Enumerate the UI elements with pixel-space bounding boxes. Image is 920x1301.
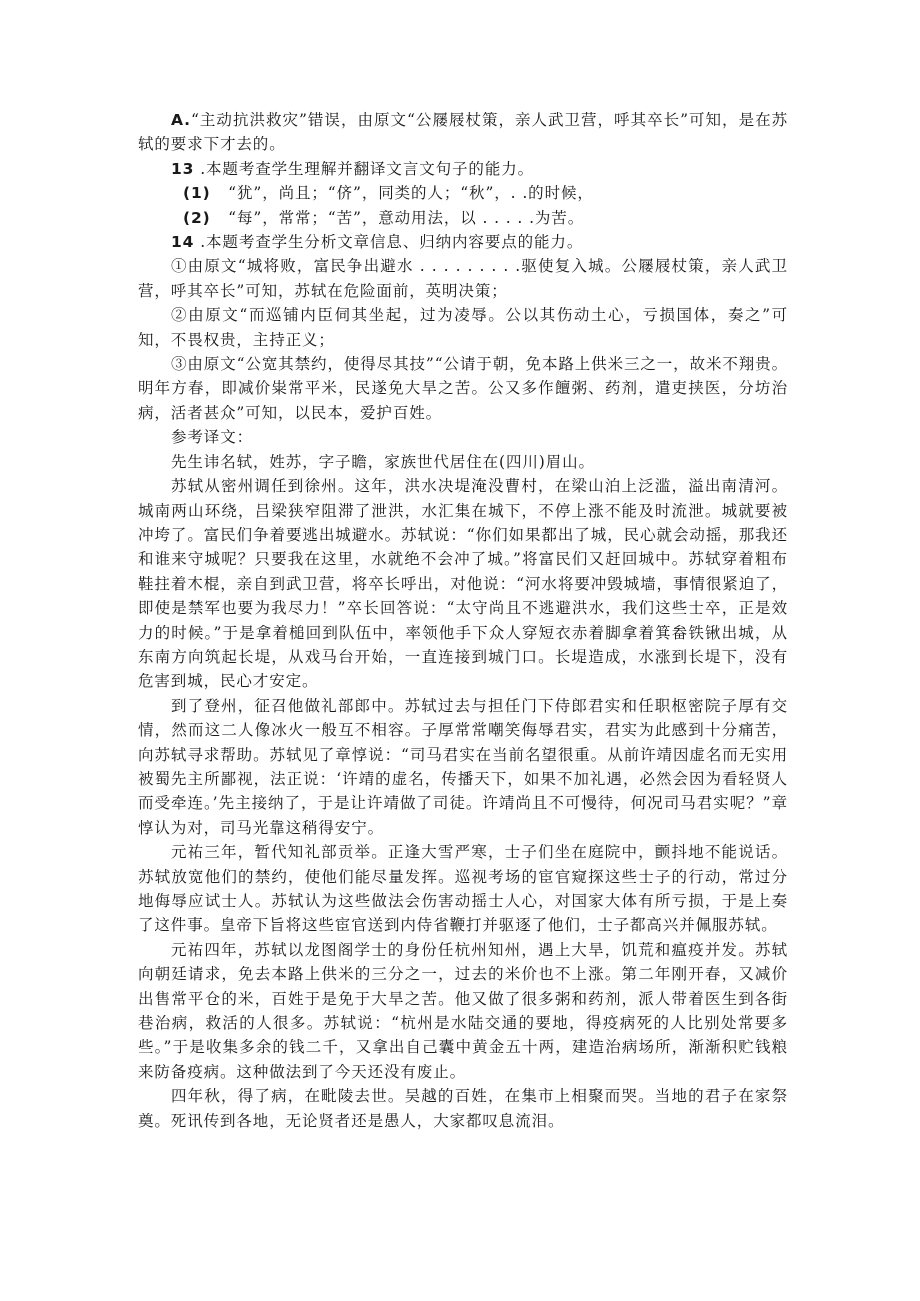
question-14-text: .本题考查学生分析文章信息、归纳内容要点的能力。	[200, 233, 584, 252]
question-13-part-1	[138, 181, 788, 205]
question-14-item-3: ③由原文“公宽其禁约，使得尽其技”“公请于朝，免本路上供米三之一，故米不翔贵。明年方春，即减价粜常平米，民遂免大旱之苦。公又多作饘粥、药剂，遣吏挟医，分坊治病，活者甚众”可知，以民本，爱护百姓。	[138, 355, 788, 422]
translation-paragraph-5: 元祐四年，苏轼以龙图阁学士的身份任杭州知州，遇上大旱，饥荒和瘟疫并发。苏轼向朝廷请求，免去本路上供米的三分之一，过去的米价也不上涨。第二年刚开春，又减价出售常平仓的米，百姓于是免于大旱之苦。他又做了很多粥和药剂，派人带着医生到各街巷治病，救活的人很多。苏轼说：“杭州是水陆交通的要地，得疫病死的人比别处常要多些。”于是收集多余的钱二千，又拿出自己囊中黄金五十两，建造治病场所，渐渐积贮钱粮来防备疫病。这种做法到了今天还没有废止。	[138, 940, 788, 1081]
answer-content	[138, 108, 788, 1133]
question-13-part-2	[138, 206, 788, 230]
answer-a	[138, 108, 788, 157]
translation-paragraph-2: 苏轼从密州调任到徐州。这年，洪水决堤淹没曹村，在梁山泊上泛滥，溢出南清河。城南两山环绕，吕梁狭窄阻滞了泄洪，水汇集在城下，不停上涨不能及时流泄。城就要被冲垮了。富民们争着要逃出城避水。苏轼说：“你们如果都出了城，民心就会动摇，那我还和谁来守城呢？只要我在这里，水就绝不会冲了城。”将富民们又赶回城中。苏轼穿着粗布鞋拄着木棍，亲自到武卫营，将卒长呼出，对他说：“河水将要冲毁城墙，事情很紧迫了，即使是禁军也要为我尽力！”卒长回答说：“太守尚且不逃避洪水，我们这些士卒，正是效力的时候。”于是拿着槌回到队伍中，率领他手下众人穿短衣赤着脚拿着箕畚铁锹出城，从东南方向筑起长堤，从戏马台开始，一直连接到城门口。长堤造成，水涨到长堤下，没有危害到城，民心才安定。	[138, 477, 788, 691]
question-14-item-1: ①由原文“城将败，富民争出避水 . . . . . . . . .驱使复入城。公屦屐杖策，亲人武卫营，呼其卒长”可知，苏轼在危险面前，英明决策；	[138, 257, 788, 300]
question-14-number: 14	[171, 233, 195, 252]
question-14-item-2: ②由原文“而巡铺内臣伺其坐起，过为凌辱。公以其伤动土心，亏损国体，奏之”可知，不畏权贵，主持正义；	[138, 306, 788, 349]
answer-a-text: “主动抗洪救灾”错误，由原文“公屦屐杖策，亲人武卫营，呼其卒长”可知，是在苏轼的要求下才去的。	[138, 111, 788, 154]
translation-heading: 参考译文：	[171, 428, 254, 447]
question-13-part-1-text: “犹”，尚且；“侪”，同类的人；“秋”，. .的时候，	[228, 184, 594, 203]
question-13	[138, 157, 788, 181]
question-13-part-2-label: (2)	[183, 208, 211, 227]
translation-paragraph-6: 四年秋，得了病，在毗陵去世。吴越的百姓，在集市上相聚而哭。当地的君子在家祭奠。死讯传到各地，无论贤者还是愚人，大家都叹息流泪。	[138, 1087, 788, 1130]
translation-paragraph-1: 先生讳名轼，姓苏，字子瞻，家族世代居住在(四川)眉山。	[171, 452, 595, 471]
question-13-part-1-label: (1)	[183, 184, 211, 203]
question-14	[138, 230, 788, 254]
question-13-part-2-text: “每”，常常；“苦”，意动用法，以 . . . . .为苦。	[228, 208, 585, 227]
answer-a-label: A.	[171, 111, 191, 129]
question-13-text: .本题考查学生理解并翻译文言文句子的能力。	[200, 159, 535, 178]
question-13-number: 13	[171, 159, 195, 178]
translation-paragraph-3: 到了登州，征召他做礼部郎中。苏轼过去与担任门下侍郎君实和任职枢密院子厚有交情，然而这二人像冰火一般互不相容。子厚常常嘲笑侮辱君实，君实为此感到十分痛苦，向苏轼寻求帮助。苏轼见了章惇说：“司马君实在当前名望很重。从前许靖因虚名而无实用被蜀先主所鄙视，法正说：‘许靖的虚名，传播天下，如果不加礼遇，必然会因为看轻贤人而受牵连。’先主接纳了，于是让许靖做了司徒。许靖尚且不可慢待，何况司马君实呢？”章惇认为对，司马光靠这稍得安宁。	[138, 696, 788, 837]
translation-paragraph-4: 元祐三年，暂代知礼部贡举。正逢大雪严寒，士子们坐在庭院中，颤抖地不能说话。苏轼放宽他们的禁约，使他们能尽量发挥。巡视考场的宦官窥探这些士子的行动，常过分地侮辱应试士人。苏轼认为这些做法会伤害动摇士人心，对国家大体有所亏损，于是上奏了这件事。皇帝下旨将这些宦官送到内侍省鞭打并驱逐了他们，士子都高兴并佩服苏轼。	[138, 843, 788, 935]
